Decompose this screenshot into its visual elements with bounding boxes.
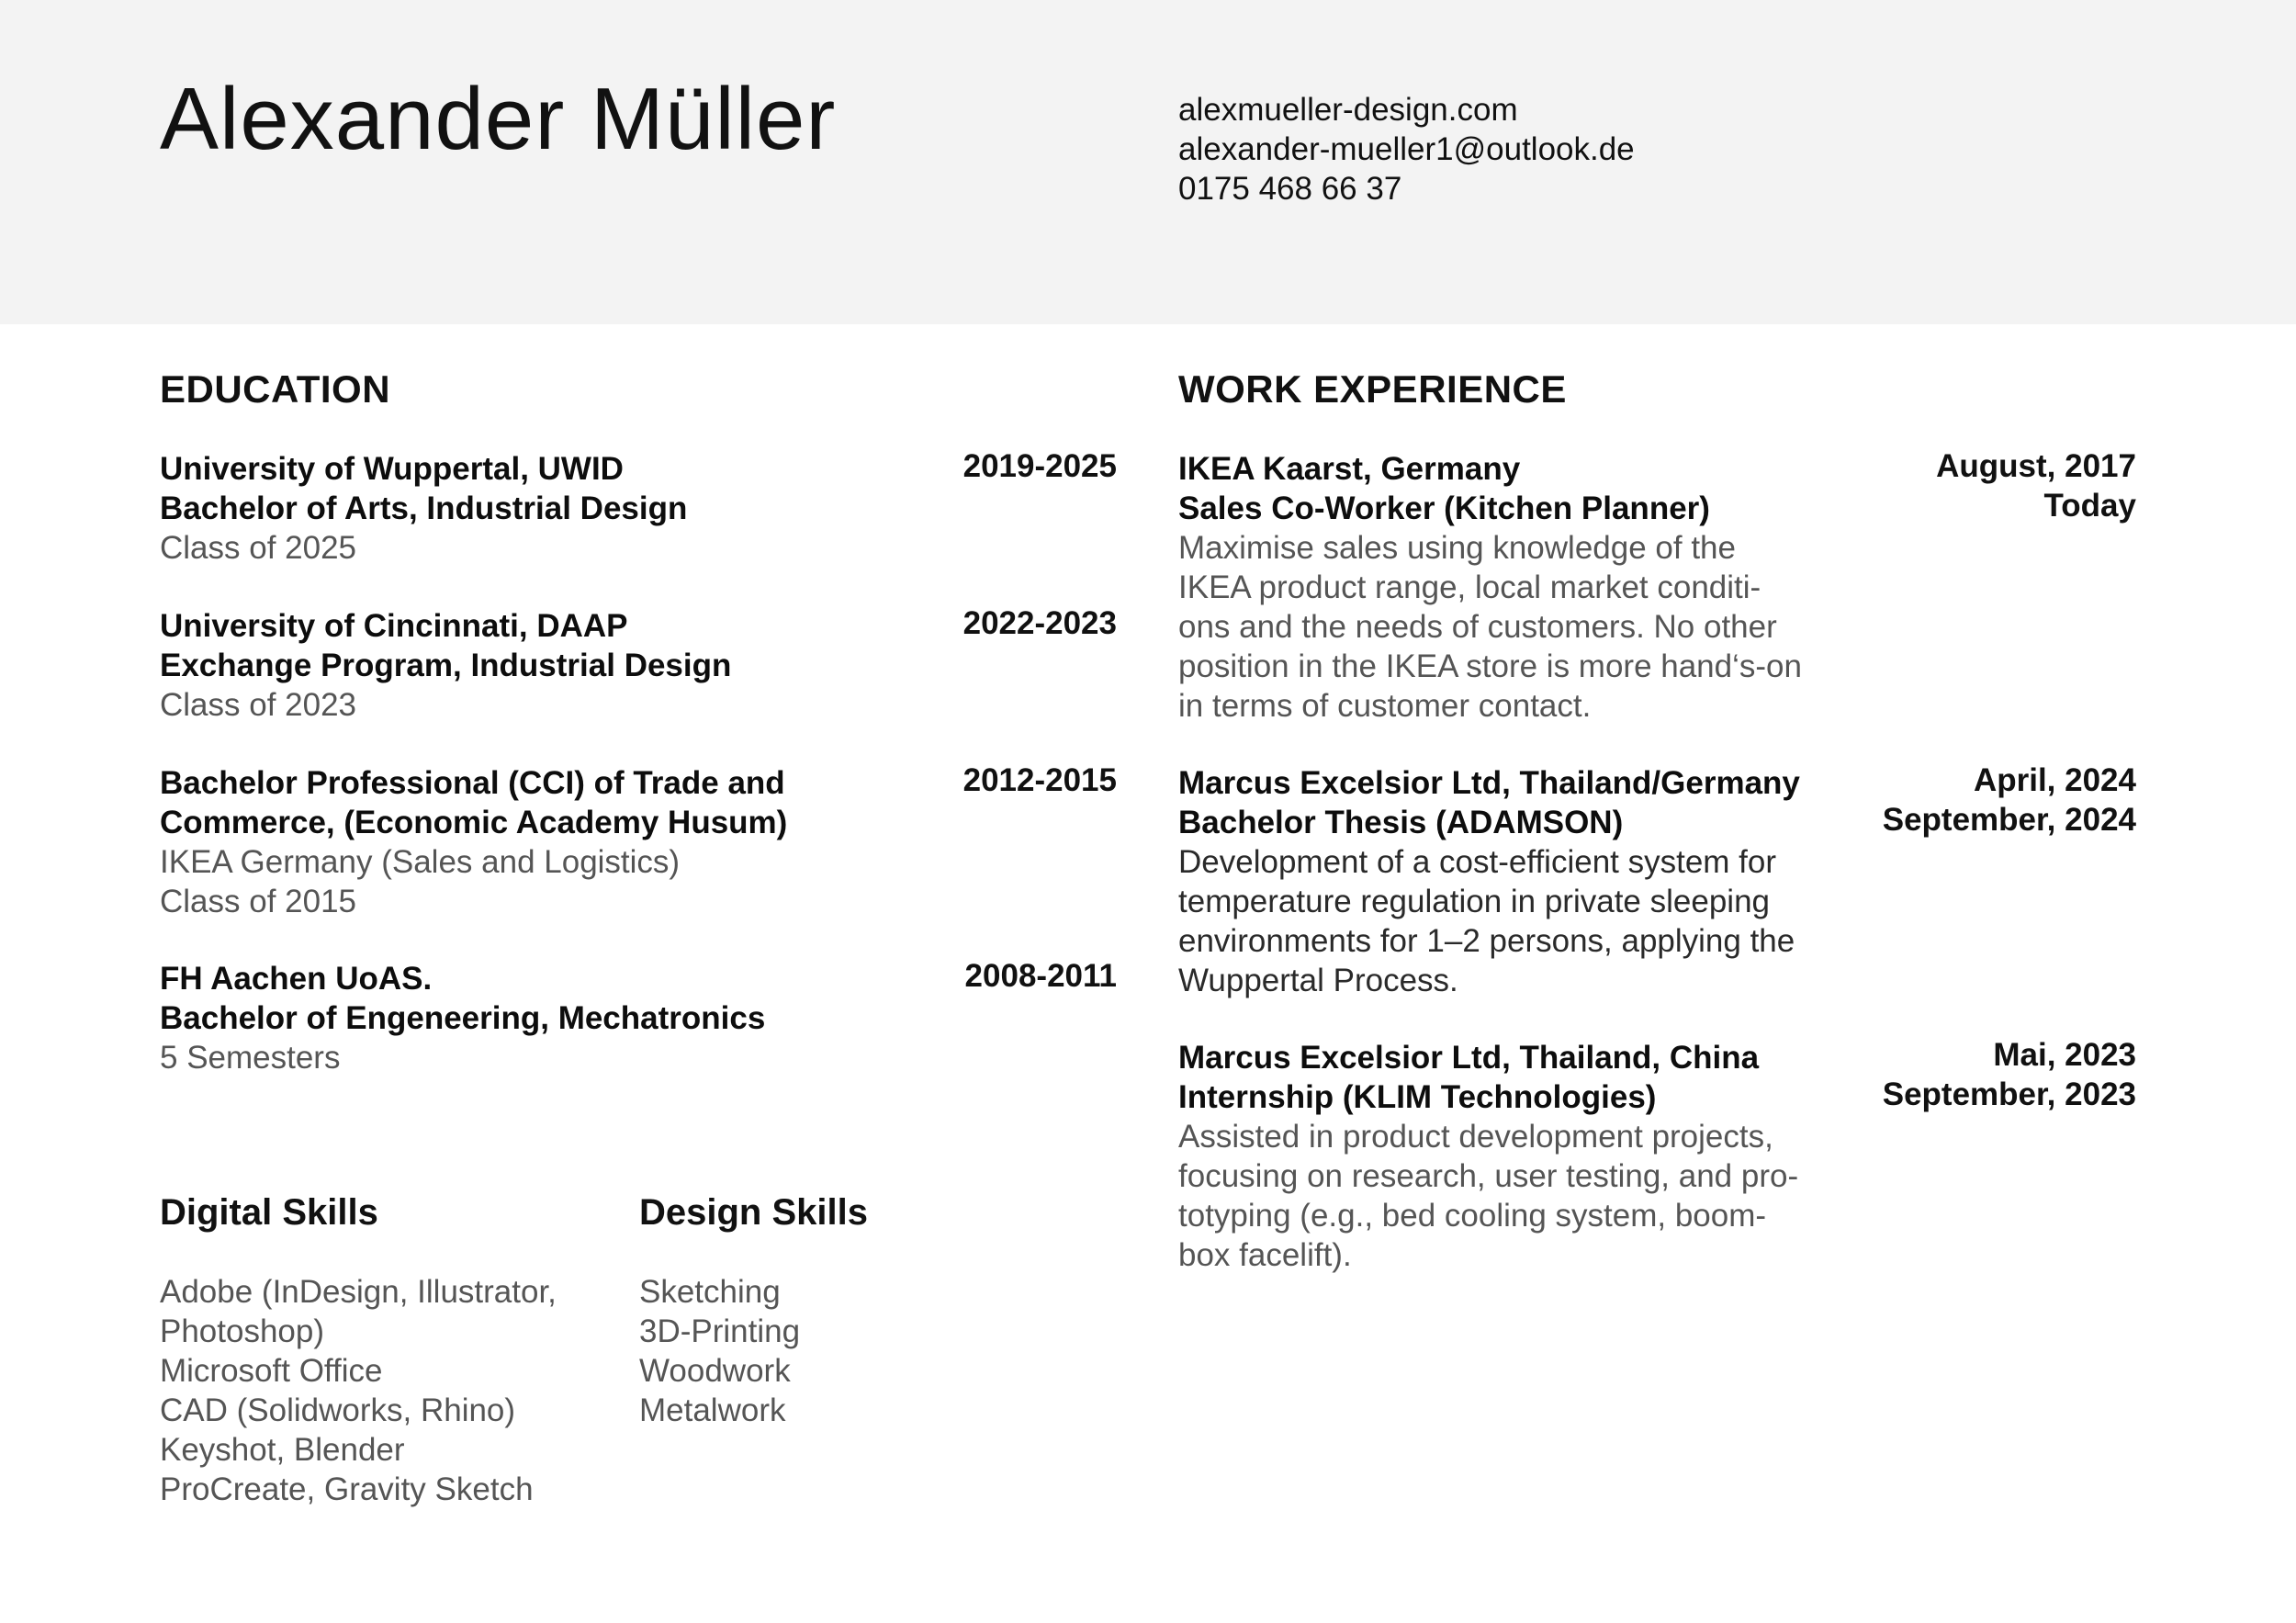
design-skills-list — [639, 1272, 800, 1430]
work-entry — [1178, 1038, 1798, 1275]
education-entry — [160, 606, 731, 725]
entry-detail: Class of 2023 — [160, 687, 357, 723]
work-entry — [1178, 449, 1802, 726]
entry-subtitle: Exchange Program, Industrial Design — [160, 648, 732, 683]
skill-item: CAD (Solidworks, Rhino) — [160, 1392, 516, 1428]
entry-detail: Maximise sales using knowledge of the — [1178, 530, 1736, 566]
education-date: 2012-2015 — [962, 762, 1117, 798]
website-link[interactable]: alexmueller-design.com — [1178, 92, 1518, 128]
design-skills-title: Design Skills — [639, 1192, 868, 1233]
entry-detail: 5 Semesters — [160, 1040, 341, 1076]
entry-title: IKEA Kaarst, Germany — [1178, 451, 1521, 487]
entry-detail: position in the IKEA store is more hand‘s-on — [1178, 648, 1802, 684]
date-end: September, 2024 — [1882, 802, 2136, 838]
date-start: Mai, 2023 — [1993, 1037, 2136, 1073]
date-start: August, 2017 — [1936, 448, 2136, 484]
education-date: 2019-2025 — [962, 448, 1117, 484]
entry-detail: environments for 1–2 persons, applying the — [1178, 923, 1795, 959]
entry-title: Marcus Excelsior Ltd, Thailand, China — [1178, 1040, 1760, 1076]
education-entry — [160, 959, 765, 1077]
entry-subtitle: Commerce, (Economic Academy Husum) — [160, 805, 788, 840]
education-entry — [160, 449, 687, 568]
entry-detail: temperature regulation in private sleeping — [1178, 884, 1770, 919]
date-end: September, 2023 — [1882, 1076, 2136, 1112]
entry-detail: in terms of customer contact. — [1178, 688, 1592, 724]
entry-detail: IKEA Germany (Sales and Logistics) — [160, 844, 681, 880]
skill-item: Microsoft Office — [160, 1353, 383, 1389]
education-title: EDUCATION — [160, 367, 391, 411]
entry-subtitle: Bachelor of Arts, Industrial Design — [160, 490, 688, 526]
entry-subtitle: Bachelor Thesis (ADAMSON) — [1178, 805, 1624, 840]
skill-item: 3D-Printing — [639, 1313, 801, 1349]
skill-item: Keyshot, Blender — [160, 1432, 405, 1468]
education-entry — [160, 763, 787, 921]
entry-detail: focusing on research, user testing, and pro- — [1178, 1158, 1799, 1194]
header-band — [0, 0, 2296, 324]
entry-subtitle: Bachelor of Engeneering, Mechatronics — [160, 1000, 766, 1036]
entry-detail: Assisted in product development projects, — [1178, 1119, 1773, 1155]
skill-item: Woodwork — [639, 1353, 791, 1389]
entry-title: FH Aachen UoAS. — [160, 961, 433, 997]
skill-item: Sketching — [639, 1274, 781, 1310]
email-link[interactable]: alexander-mueller1@outlook.de — [1178, 131, 1635, 167]
skill-item: ProCreate, Gravity Sketch — [160, 1471, 534, 1507]
education-date: 2008-2011 — [964, 958, 1117, 994]
entry-detail: box facelift). — [1178, 1237, 1352, 1273]
digital-skills-title: Digital Skills — [160, 1192, 378, 1233]
date-start: April, 2024 — [1973, 762, 2136, 798]
skill-item: Adobe (InDesign, Illustrator, — [160, 1274, 557, 1310]
work-date — [1883, 761, 2136, 840]
person-name: Alexander Müller — [160, 70, 837, 168]
phone-number: 0175 468 66 37 — [1178, 171, 1402, 207]
entry-detail: totyping (e.g., bed cooling system, boom- — [1178, 1198, 1767, 1234]
entry-detail: IKEA product range, local market conditi- — [1178, 569, 1761, 605]
entry-title: Marcus Excelsior Ltd, Thailand/Germany — [1178, 765, 1800, 801]
entry-title: University of Cincinnati, DAAP — [160, 608, 628, 644]
work-experience-title: WORK EXPERIENCE — [1178, 367, 1567, 411]
date-end: Today — [2043, 488, 2136, 524]
education-date: 2022-2023 — [962, 605, 1117, 641]
work-entry — [1178, 763, 1800, 1000]
entry-subtitle: Sales Co-Worker (Kitchen Planner) — [1178, 490, 1710, 526]
entry-detail: ons and the needs of customers. No other — [1178, 609, 1777, 645]
digital-skills-list — [160, 1272, 557, 1509]
entry-detail: Class of 2025 — [160, 530, 357, 566]
skill-item: Photoshop) — [160, 1313, 325, 1349]
entry-detail: Wuppertal Process. — [1178, 963, 1458, 998]
entry-detail: Development of a cost-efficient system for — [1178, 844, 1777, 880]
contact-block — [1178, 90, 1635, 209]
entry-title: University of Wuppertal, UWID — [160, 451, 624, 487]
skill-item: Metalwork — [639, 1392, 786, 1428]
entry-subtitle: Internship (KLIM Technologies) — [1178, 1079, 1657, 1115]
entry-detail: Class of 2015 — [160, 884, 357, 919]
work-date — [1883, 1035, 2136, 1114]
entry-title: Bachelor Professional (CCI) of Trade and — [160, 765, 785, 801]
work-date — [1936, 446, 2136, 525]
